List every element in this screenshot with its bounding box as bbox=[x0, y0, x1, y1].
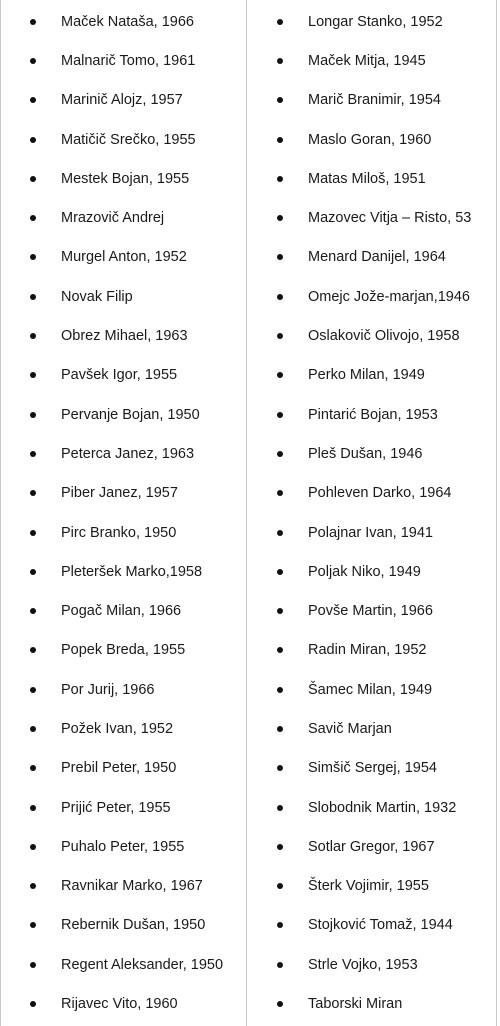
bullet-icon bbox=[30, 883, 36, 889]
bullet-icon bbox=[277, 254, 283, 260]
list-item bbox=[247, 552, 496, 591]
list-item bbox=[1, 906, 246, 945]
name-entry: Omejc Jože-marjan,1946 bbox=[308, 288, 470, 305]
list-item bbox=[247, 159, 496, 198]
name-entry: Matas Miloš, 1951 bbox=[308, 170, 426, 187]
list-item bbox=[247, 906, 496, 945]
name-entry: Menard Danijel, 1964 bbox=[308, 249, 446, 266]
list-item bbox=[1, 867, 246, 906]
list-item bbox=[1, 709, 246, 748]
list-item bbox=[247, 2, 496, 41]
list-item bbox=[247, 474, 496, 513]
name-entry: Malnarič Tomo, 1961 bbox=[61, 52, 196, 69]
name-entry: Ravnikar Marko, 1967 bbox=[61, 878, 203, 895]
name-entry: Rijavec Vito, 1960 bbox=[61, 996, 178, 1013]
name-entry: Piber Janez, 1957 bbox=[61, 485, 178, 502]
bullet-icon bbox=[30, 1001, 36, 1007]
list-item bbox=[247, 867, 496, 906]
bullet-icon bbox=[277, 58, 283, 64]
name-entry: Sotlar Gregor, 1967 bbox=[308, 838, 435, 855]
name-entry: Marinič Alojz, 1957 bbox=[61, 92, 183, 109]
bullet-icon bbox=[30, 372, 36, 378]
bullet-icon bbox=[277, 687, 283, 693]
bullet-icon bbox=[30, 451, 36, 457]
list-item bbox=[1, 159, 246, 198]
list-item bbox=[1, 434, 246, 473]
name-entry: Šamec Milan, 1949 bbox=[308, 681, 433, 698]
list-item bbox=[1, 356, 246, 395]
name-entry: Regent Aleksander, 1950 bbox=[61, 956, 224, 973]
name-entry: Šterk Vojimir, 1955 bbox=[308, 878, 429, 895]
name-entry: Mrazovič Andrej bbox=[61, 210, 165, 227]
list-item bbox=[247, 788, 496, 827]
name-entry: Poljak Niko, 1949 bbox=[308, 563, 421, 580]
list-item bbox=[1, 670, 246, 709]
name-entry: Marič Branimir, 1954 bbox=[308, 92, 441, 109]
list-item bbox=[1, 827, 246, 866]
list-item bbox=[247, 120, 496, 159]
list-item bbox=[247, 81, 496, 120]
bullet-icon bbox=[277, 530, 283, 536]
bullet-icon bbox=[277, 176, 283, 182]
name-entry: Oslakovič Olivojo, 1958 bbox=[308, 328, 460, 345]
bullet-icon bbox=[30, 805, 36, 811]
list-item bbox=[247, 945, 496, 984]
name-entry: Peterca Janez, 1963 bbox=[61, 445, 195, 462]
name-entry: Prijić Peter, 1955 bbox=[61, 799, 171, 816]
list-item bbox=[1, 238, 246, 277]
bullet-icon bbox=[30, 962, 36, 968]
list-item bbox=[1, 591, 246, 630]
name-entry: Obrez Mihael, 1963 bbox=[61, 328, 188, 345]
name-entry: Rebernik Dušan, 1950 bbox=[61, 917, 206, 934]
name-entry: Prebil Peter, 1950 bbox=[61, 760, 177, 777]
list-item bbox=[1, 198, 246, 237]
name-entry: Por Jurij, 1966 bbox=[61, 681, 155, 698]
bullet-icon bbox=[277, 137, 283, 143]
bullet-icon bbox=[277, 883, 283, 889]
list-item bbox=[247, 631, 496, 670]
bullet-icon bbox=[277, 608, 283, 614]
name-entry: Pavšek Igor, 1955 bbox=[61, 367, 178, 384]
bullet-icon bbox=[277, 805, 283, 811]
name-entry: Longar Stanko, 1952 bbox=[308, 13, 443, 30]
list-item bbox=[1, 984, 246, 1023]
name-entry: Pleteršek Marko,1958 bbox=[61, 563, 203, 580]
name-entry: Pleš Dušan, 1946 bbox=[308, 445, 423, 462]
bullet-icon bbox=[277, 490, 283, 496]
list-item bbox=[247, 434, 496, 473]
list-item bbox=[247, 395, 496, 434]
name-entry: Radin Miran, 1952 bbox=[308, 642, 427, 659]
bullet-icon bbox=[30, 412, 36, 418]
list-item bbox=[247, 984, 496, 1023]
bullet-icon bbox=[30, 137, 36, 143]
list-item bbox=[247, 238, 496, 277]
name-entry: Pintarić Bojan, 1953 bbox=[308, 406, 438, 423]
bullet-icon bbox=[30, 490, 36, 496]
name-entry: Polajnar Ivan, 1941 bbox=[308, 524, 433, 541]
list-item bbox=[247, 670, 496, 709]
bullet-icon bbox=[30, 608, 36, 614]
bullet-icon bbox=[277, 412, 283, 418]
list-item bbox=[247, 41, 496, 80]
name-entry: Slobodnik Martin, 1932 bbox=[308, 799, 457, 816]
bullet-icon bbox=[277, 19, 283, 25]
name-entry: Maček Nataša, 1966 bbox=[61, 13, 194, 30]
list-item bbox=[247, 316, 496, 355]
bullet-icon bbox=[277, 372, 283, 378]
name-entry: Simšič Sergej, 1954 bbox=[308, 760, 437, 777]
list-item bbox=[1, 513, 246, 552]
bullet-icon bbox=[277, 726, 283, 732]
list-item bbox=[247, 749, 496, 788]
name-entry: Novak Filip bbox=[61, 288, 133, 305]
list-item bbox=[1, 474, 246, 513]
name-entry: Pirc Branko, 1950 bbox=[61, 524, 177, 541]
list-item bbox=[247, 198, 496, 237]
bullet-icon bbox=[277, 451, 283, 457]
name-entry: Strle Vojko, 1953 bbox=[308, 956, 418, 973]
bullet-icon bbox=[277, 1001, 283, 1007]
list-item bbox=[247, 709, 496, 748]
right-name-list bbox=[247, 2, 496, 1024]
list-item bbox=[1, 316, 246, 355]
bullet-icon bbox=[277, 294, 283, 300]
bullet-icon bbox=[30, 58, 36, 64]
bullet-icon bbox=[30, 726, 36, 732]
bullet-icon bbox=[30, 215, 36, 221]
bullet-icon bbox=[277, 647, 283, 653]
name-entry: Pervanje Bojan, 1950 bbox=[61, 406, 200, 423]
list-item bbox=[247, 356, 496, 395]
bullet-icon bbox=[277, 333, 283, 339]
bullet-icon bbox=[277, 97, 283, 103]
list-item bbox=[1, 81, 246, 120]
list-item bbox=[1, 788, 246, 827]
name-entry: Maslo Goran, 1960 bbox=[308, 131, 432, 148]
bullet-icon bbox=[277, 215, 283, 221]
bullet-icon bbox=[277, 569, 283, 575]
list-item bbox=[1, 41, 246, 80]
name-entry: Mestek Bojan, 1955 bbox=[61, 170, 190, 187]
list-item bbox=[1, 2, 246, 41]
bullet-icon bbox=[30, 569, 36, 575]
list-item bbox=[1, 631, 246, 670]
name-entry: Pogač Milan, 1966 bbox=[61, 603, 182, 620]
name-entry: Mazovec Vitja – Risto, 53 bbox=[308, 210, 472, 227]
bullet-icon bbox=[277, 962, 283, 968]
name-entry: Savič Marjan bbox=[308, 720, 392, 737]
right-column bbox=[247, 0, 496, 1026]
list-item bbox=[247, 277, 496, 316]
left-column bbox=[1, 0, 247, 1026]
bullet-icon bbox=[30, 647, 36, 653]
name-entry: Maček Mitja, 1945 bbox=[308, 52, 426, 69]
bullet-icon bbox=[30, 687, 36, 693]
bullet-icon bbox=[277, 844, 283, 850]
name-entry: Povše Martin, 1966 bbox=[308, 603, 433, 620]
bullet-icon bbox=[30, 254, 36, 260]
bullet-icon bbox=[30, 922, 36, 928]
name-entry: Pohleven Darko, 1964 bbox=[308, 485, 452, 502]
bullet-icon bbox=[30, 97, 36, 103]
list-item bbox=[1, 277, 246, 316]
bullet-icon bbox=[30, 294, 36, 300]
list-item bbox=[247, 513, 496, 552]
list-item bbox=[1, 120, 246, 159]
bullet-icon bbox=[30, 765, 36, 771]
name-entry: Murgel Anton, 1952 bbox=[61, 249, 187, 266]
list-item bbox=[1, 552, 246, 591]
list-item bbox=[247, 591, 496, 630]
bullet-icon bbox=[30, 333, 36, 339]
name-entry: Požek Ivan, 1952 bbox=[61, 720, 174, 737]
name-entry: Stojković Tomaž, 1944 bbox=[308, 917, 453, 934]
list-item bbox=[1, 945, 246, 984]
bullet-icon bbox=[30, 19, 36, 25]
bullet-icon bbox=[30, 530, 36, 536]
list-item bbox=[1, 395, 246, 434]
bullet-icon bbox=[30, 844, 36, 850]
left-name-list bbox=[1, 2, 246, 1024]
list-item bbox=[1, 749, 246, 788]
list-item bbox=[247, 827, 496, 866]
name-entry: Perko Milan, 1949 bbox=[308, 367, 425, 384]
name-entry: Puhalo Peter, 1955 bbox=[61, 838, 185, 855]
name-entry: Taborski Miran bbox=[308, 996, 403, 1013]
name-entry: Popek Breda, 1955 bbox=[61, 642, 186, 659]
bullet-icon bbox=[277, 922, 283, 928]
bullet-icon bbox=[277, 765, 283, 771]
name-entry: Matičič Srečko, 1955 bbox=[61, 131, 196, 148]
bullet-icon bbox=[30, 176, 36, 182]
